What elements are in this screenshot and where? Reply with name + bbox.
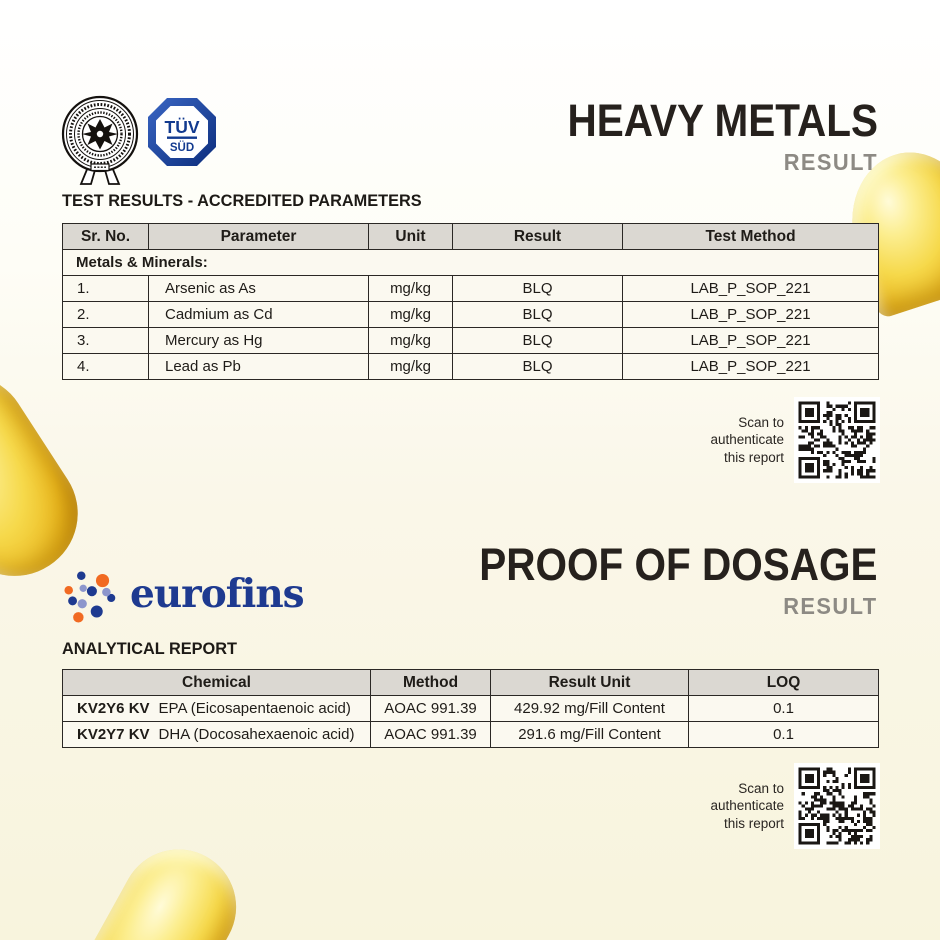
section-label: ANALYTICAL REPORT [62, 639, 238, 658]
qr-caption-line: Scan to [738, 415, 784, 431]
table-cell: 2. [63, 302, 149, 328]
table-cell: Arsenic as As [149, 276, 369, 302]
table-row [63, 328, 879, 354]
section-label: TEST RESULTS - ACCREDITED PARAMETERS [62, 191, 422, 210]
table-row [63, 696, 879, 722]
heavy-metals-title-block [533, 95, 878, 176]
tuv-text: TÜV [164, 117, 200, 137]
table-cell: 0.1 [689, 696, 879, 722]
column-header: Result [453, 224, 623, 250]
golden-capsule-image [42, 829, 257, 940]
qr-caption-line: authenticate [710, 798, 784, 814]
qr-code [794, 397, 880, 483]
table-cell: LAB_P_SOP_221 [623, 328, 879, 354]
qr-caption [710, 780, 784, 832]
eurofins-logo [60, 568, 304, 626]
column-header: Result Unit [491, 670, 689, 696]
table-cell: mg/kg [369, 302, 453, 328]
sample-code: KV2Y7 KV [77, 726, 150, 743]
page-subtitle: RESULT [783, 592, 878, 619]
table-cell: BLQ [453, 328, 623, 354]
table-header-row [63, 670, 879, 696]
column-header: Unit [369, 224, 453, 250]
qr-caption-line: this report [723, 815, 784, 831]
chemical-name: DHA (Docosahexaenoic acid) [158, 726, 355, 743]
table-cell: BLQ [453, 302, 623, 328]
table-cell: AOAC 991.39 [371, 696, 491, 722]
page-subtitle: RESULT [783, 148, 878, 175]
eurofins-wordmark: eurofins [130, 570, 304, 617]
table-cell: LAB_P_SOP_221 [623, 354, 879, 380]
table-cell: 291.6 mg/Fill Content [491, 722, 689, 748]
column-header: Test Method [623, 224, 879, 250]
table-cell: LAB_P_SOP_221 [623, 302, 879, 328]
table-cell: 3. [63, 328, 149, 354]
heavy-metals-table [62, 223, 879, 380]
chemical-cell [63, 722, 371, 748]
proof-of-dosage-table [62, 669, 879, 748]
qr-auth-block [710, 397, 880, 483]
table-cell: BLQ [453, 354, 623, 380]
accreditation-seal-icon [58, 94, 142, 191]
table-cell: 4. [63, 354, 149, 380]
table-row [63, 722, 879, 748]
table-cell: 0.1 [689, 722, 879, 748]
table-cell: Lead as Pb [149, 354, 369, 380]
eurofins-dots-icon [60, 568, 118, 626]
table-cell: mg/kg [369, 276, 453, 302]
sud-text: SÜD [169, 142, 195, 154]
group-label: Metals & Minerals: [63, 250, 879, 276]
table-row [63, 354, 879, 380]
qr-caption-line: Scan to [738, 781, 784, 797]
golden-capsule-image [0, 351, 101, 599]
page-title: HEAVY METALS [567, 95, 878, 146]
table-cell: Mercury as Hg [149, 328, 369, 354]
qr-caption-line: this report [723, 449, 784, 465]
table-cell: BLQ [453, 276, 623, 302]
table-cell: mg/kg [369, 354, 453, 380]
qr-code [794, 763, 880, 849]
qr-caption-line: authenticate [710, 432, 784, 448]
column-header: Chemical [63, 670, 371, 696]
table-header-row [63, 224, 879, 250]
column-header: Sr. No. [63, 224, 149, 250]
table-cell: 1. [63, 276, 149, 302]
table-cell: mg/kg [369, 328, 453, 354]
column-header: Method [371, 670, 491, 696]
chemical-name: EPA (Eicosapentaenoic acid) [158, 700, 351, 717]
sample-code: KV2Y6 KV [77, 700, 150, 717]
column-header: LOQ [689, 670, 879, 696]
table-cell: AOAC 991.39 [371, 722, 491, 748]
column-header: Parameter [149, 224, 369, 250]
tuv-sud-logo-icon [146, 96, 218, 177]
page-title: PROOF OF DOSAGE [479, 539, 878, 590]
qr-caption [710, 414, 784, 466]
table-cell: LAB_P_SOP_221 [623, 276, 879, 302]
table-cell: 429.92 mg/Fill Content [491, 696, 689, 722]
table-group-row [63, 250, 879, 276]
qr-auth-block [710, 763, 880, 849]
table-row [63, 276, 879, 302]
table-row [63, 302, 879, 328]
chemical-cell [63, 696, 371, 722]
table-cell: Cadmium as Cd [149, 302, 369, 328]
proof-of-dosage-title-block [435, 539, 878, 620]
